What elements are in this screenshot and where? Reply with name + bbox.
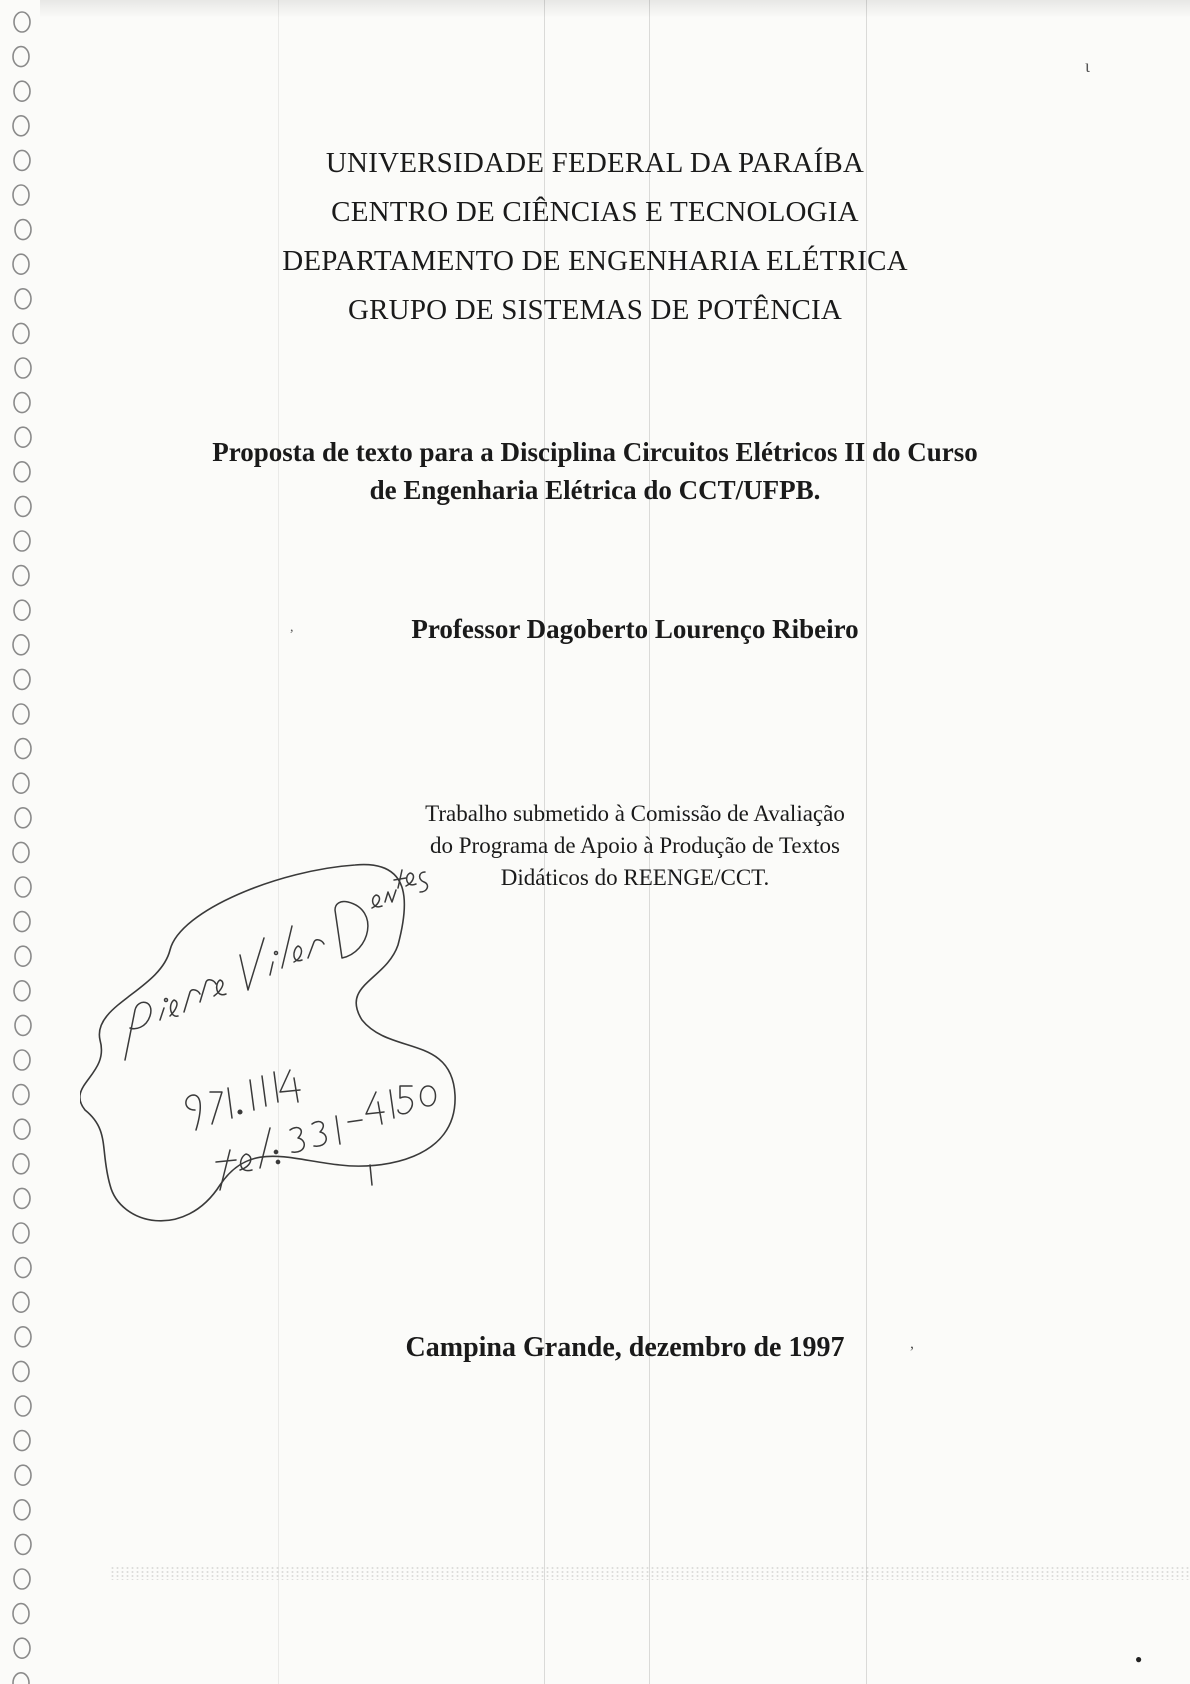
place-date-text: Campina Grande, dezembro de 1997 [405,1332,845,1363]
binding-hole [14,81,30,101]
binding-hole [14,1500,30,1520]
binding-hole [14,1119,30,1139]
binding-hole [15,877,31,897]
institution-header [0,139,1190,335]
binding-hole [13,1604,29,1624]
binding-hole [13,635,29,655]
binding-hole [13,842,29,862]
binding-hole [14,1188,30,1208]
binding-hole [15,1465,31,1485]
binding-hole [14,1569,30,1589]
binding-hole [15,1327,31,1347]
binding-hole [13,1292,29,1312]
binding-hole [13,773,29,793]
header-university: UNIVERSIDADE FEDERAL DA PARAÍBA [325,147,865,179]
author-name: Professor Dagoberto Lourenço Ribeiro [411,614,859,644]
binding-hole [15,1396,31,1416]
handwritten-note [80,840,480,1260]
binding-hole [14,393,30,413]
scan-noise-band [110,1566,1190,1580]
binding-hole [13,1154,29,1174]
binding-hole [13,1673,29,1684]
scan-mark: ι [1085,56,1090,76]
proposal-title [0,433,1190,509]
binding-hole [14,981,30,1001]
binding-hole [14,600,30,620]
binding-hole [15,1534,31,1554]
binding-hole [15,1258,31,1278]
header-center: CENTRO DE CIÊNCIAS E TECNOLOGIA [331,196,859,228]
binding-hole [13,1223,29,1243]
binding-hole [14,1638,30,1658]
header-group: GRUPO DE SISTEMAS DE POTÊNCIA [348,294,842,326]
binding-hole [13,704,29,724]
binding-hole [15,358,31,378]
proposal-line-1: Proposta de texto para a Disciplina Circuitos Elétricos II do Curso [212,437,978,467]
submission-line-1: Trabalho submetido à Comissão de Avaliação [425,801,845,826]
binding-hole [13,1361,29,1381]
scan-shadow [40,0,1190,18]
binding-hole [14,1431,30,1451]
binding-hole [14,912,30,932]
binding-hole [15,1015,31,1035]
binding-hole [13,566,29,586]
proposal-line-2: de Engenharia Elétrica do CCT/UFPB. [369,475,821,505]
header-department: DEPARTAMENTO DE ENGENHARIA ELÉTRICA [282,245,908,277]
submission-line-3: Didáticos do REENGE/CCT. [500,865,770,890]
scan-mark: ● [1135,1652,1143,1666]
scan-mark: , [290,620,294,635]
binding-hole [14,12,30,32]
binding-hole [15,739,31,759]
scan-mark: , [910,1335,914,1352]
binding-hole [13,47,29,67]
binding-hole [14,1050,30,1070]
place-date [30,1332,1190,1364]
binding-hole [13,116,29,136]
binding-hole [15,946,31,966]
author [40,614,1190,645]
binding-hole [13,1085,29,1105]
binding-hole [15,808,31,828]
submission-line-2: do Programa de Apoio à Produção de Textos [430,833,840,858]
binding-hole [14,531,30,551]
binding-hole [14,669,30,689]
